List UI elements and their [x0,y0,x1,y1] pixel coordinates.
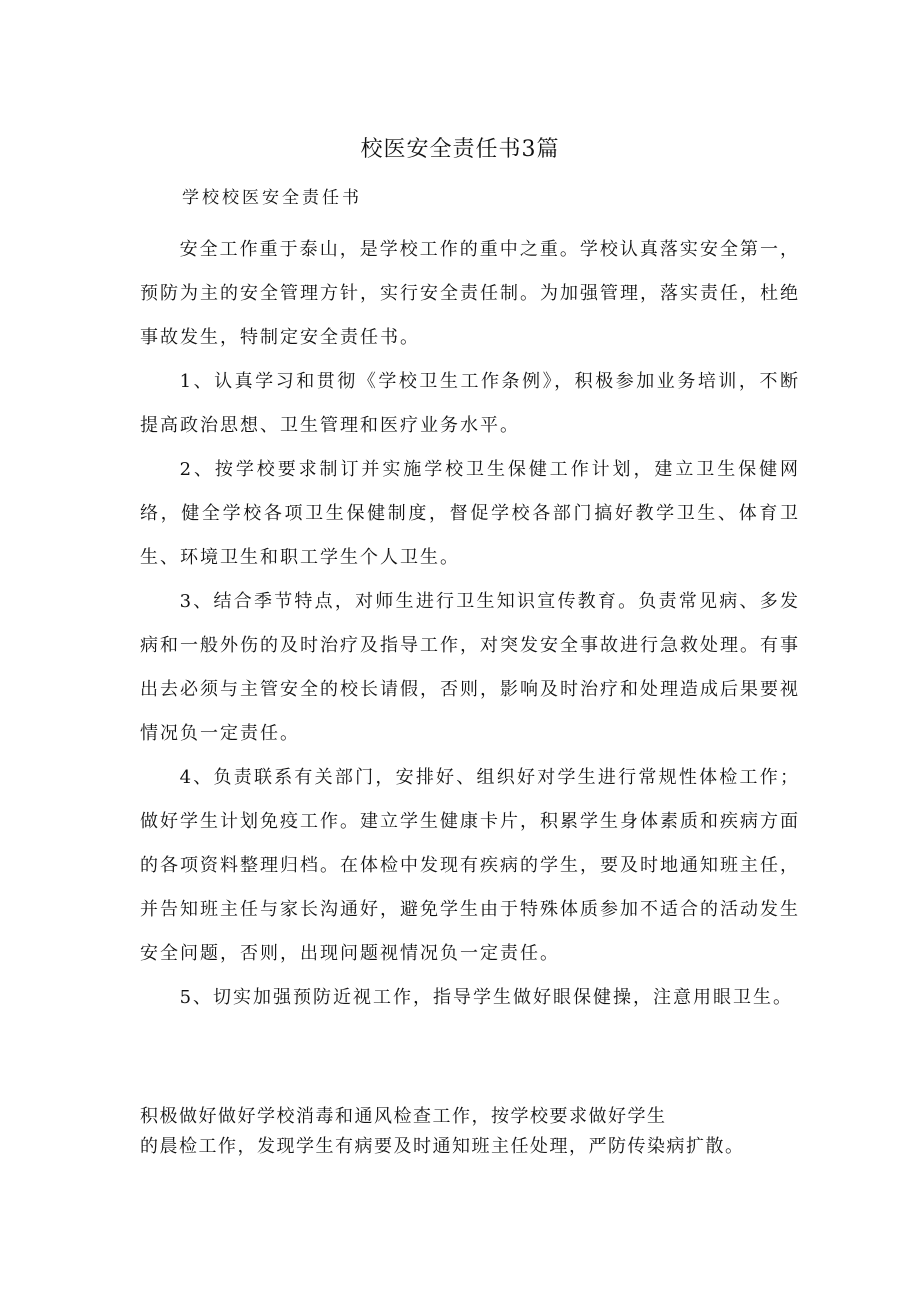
paragraph-intro: 安全工作重于泰山，是学校工作的重中之重。学校认真落实安全第一，预防为主的安全管理方针，实行安全责任制。为加强管理，落实责任，杜绝事故发生，特制定安全责任书。 [140,239,800,348]
paragraph-item-3: 3、结合季节特点，对师生进行卫生知识宣传教育。负责常见病、多发病和一般外伤的及时治疗及指导工作，对突发安全事故进行急救处理。有事出去必须与主管安全的校长请假，否则，影响及时治疗和处理造成后果要视情况负一定责任。 [140,591,800,744]
paragraph-item-4: 4、负责联系有关部门，安排好、组织好对学生进行常规性体检工作；做好学生计划免疫工作。建立学生健康卡片，积累学生身体素质和疾病方面的各项资料整理归档。在体检中发现有疾病的学生，要及时地通知班主任，并告知班主任与家长沟通好，避免学生由于特殊体质参加不适合的活动发生安全问题，否则，出现问题视情况负一定责任。 [140,767,800,964]
paragraph-item-1: 1、认真学习和贯彻《学校卫生工作条例》，积极参加业务培训，不断提高政治思想、卫生管理和医疗业务水平。 [140,371,800,436]
tail-line-2: 的晨检工作，发现学生有病要及时通知班主任处理，严防传染病扩散。 [140,1136,745,1157]
document-title: 校医安全责任书3篇 [360,137,560,162]
document-subtitle: 学校校医安全责任书 [182,188,362,208]
document-body [140,228,800,1020]
paragraph-item-2: 2、按学校要求制订并实施学校卫生保健工作计划，建立卫生保健网络，健全学校各项卫生保健制度，督促学校各部门搞好教学卫生、体育卫生、环境卫生和职工学生个人卫生。 [140,459,800,568]
paragraph-item-5: 5、切实加强预防近视工作，指导学生做好眼保健操，注意用眼卫生。 [179,987,794,1008]
tail-line-1: 积极做好做好学校消毒和通风检查工作，按学校要求做好学生 [140,1106,667,1127]
